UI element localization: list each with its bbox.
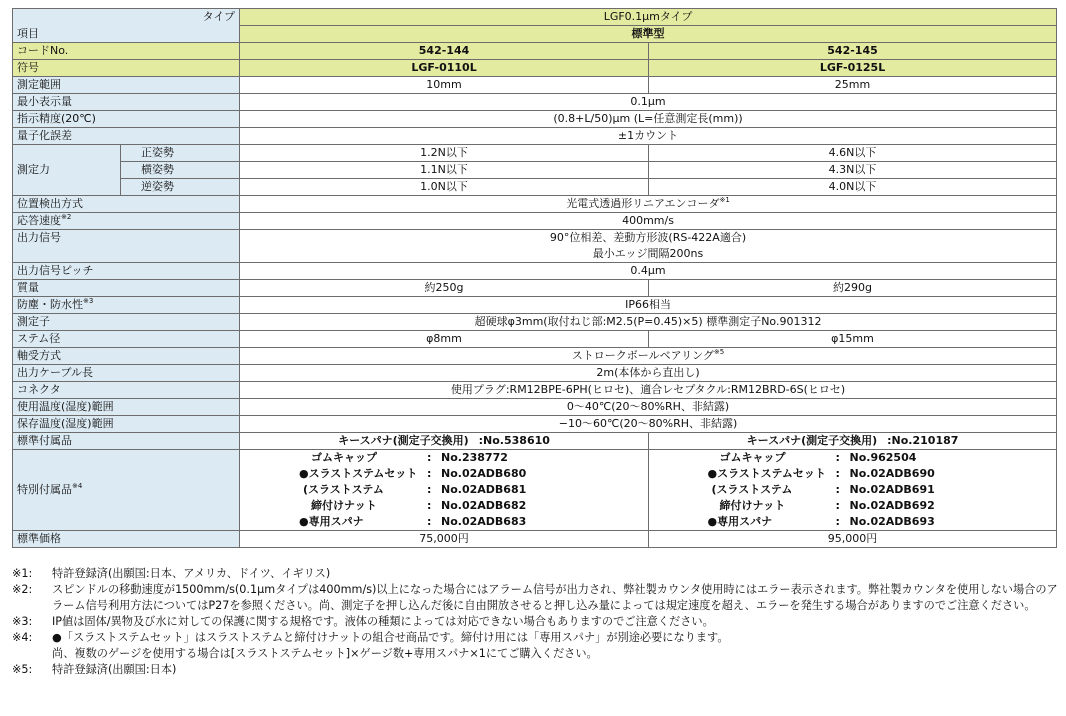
pitch-label: 出力信号ピッチ xyxy=(13,263,240,280)
price-a: 75,000円 xyxy=(240,531,649,548)
variant-value: 標準型 xyxy=(240,26,1057,43)
price-b: 95,000円 xyxy=(649,531,1057,548)
quantization-row xyxy=(13,128,1057,145)
thrust-stem-set-name: ●スラストステムセット xyxy=(707,467,826,480)
bearing-text: ストロークボールベアリング xyxy=(571,349,714,362)
force-down-b: 4.0N以下 xyxy=(649,179,1057,196)
thrust-stem-no: No.02ADB681 xyxy=(441,483,527,496)
detection-value xyxy=(240,196,1057,213)
storage-temp-value: −10～60℃(20～80%RH、非結露) xyxy=(240,416,1057,433)
range-b: 25mm xyxy=(649,77,1057,94)
stem-a: φ8mm xyxy=(240,331,649,348)
optional-accessory-note-mark: ※4 xyxy=(72,482,83,490)
code-a: 542-144 xyxy=(240,43,649,60)
force-row-up xyxy=(13,145,1057,162)
speed-value: 400mm/s xyxy=(240,213,1057,230)
storage-temp-row xyxy=(13,416,1057,433)
detection-note-mark: ※1 xyxy=(719,196,730,204)
standard-accessory-b-name: キースパナ(測定子交換用) xyxy=(746,434,878,447)
symbol-label: 符号 xyxy=(13,60,240,77)
contact-value: 超硬球φ3mm(取付ねじ部:M2.5(P=0.45)×5) 標準測定子No.901312 xyxy=(240,314,1057,331)
footnote-text: 特許登録済(出願国:日本、アメリカ、ドイツ、イギリス) xyxy=(52,567,331,580)
force-row-side xyxy=(13,162,1057,179)
force-up-a: 1.2N以下 xyxy=(240,145,649,162)
footnote-text: IP値は固体/異物及び水に対しての保護に関する規格です。液体の種類によっては対応できない場合もありますのでご注意ください。 xyxy=(52,615,714,628)
range-a: 10mm xyxy=(240,77,649,94)
code-b: 542-145 xyxy=(649,43,1057,60)
output-row xyxy=(13,230,1057,263)
thrust-stem-name: スラストステム xyxy=(716,483,793,496)
footnote-text xyxy=(52,630,1060,662)
bearing-value xyxy=(240,348,1057,365)
accuracy-row xyxy=(13,111,1057,128)
type-value: LGF0.1μmタイプ xyxy=(240,9,1057,26)
operating-temp-row xyxy=(13,399,1057,416)
protection-label: 防塵・防水性 xyxy=(17,298,83,311)
colon: : xyxy=(835,499,840,512)
pitch-row xyxy=(13,263,1057,280)
detection-text: 光電式透過形リニアエンコーダ xyxy=(566,197,720,210)
optional-accessory-a xyxy=(240,450,649,531)
colon: : xyxy=(835,451,840,464)
speed-note-mark: ※2 xyxy=(61,213,72,221)
rubber-cap-no: No.962504 xyxy=(849,451,917,464)
thrust-stem-no: No.02ADB691 xyxy=(849,483,935,496)
stem-row xyxy=(13,331,1057,348)
colon: : xyxy=(427,515,432,528)
lock-nut-no: No.02ADB692 xyxy=(849,499,935,512)
bearing-label: 軸受方式 xyxy=(13,348,240,365)
code-row xyxy=(13,43,1057,60)
force-label: 測定力 xyxy=(13,145,121,196)
spanner-no: No.02ADB693 xyxy=(849,515,935,528)
detection-row xyxy=(13,196,1057,213)
spec-table xyxy=(12,8,1057,548)
force-row-down xyxy=(13,179,1057,196)
rubber-cap-no: No.238772 xyxy=(441,451,508,464)
colon: : xyxy=(835,515,840,528)
output-value xyxy=(240,230,1057,263)
force-up-b: 4.6N以下 xyxy=(649,145,1057,162)
brace-icon: ( xyxy=(711,483,717,496)
protection-value: IP66相当 xyxy=(240,297,1057,314)
output-line-2: 最小エッジ間隔200ns xyxy=(592,247,704,260)
accuracy-value: (0.8+L/50)μm (L=任意測定長(mm)) xyxy=(240,111,1057,128)
force-side-b: 4.3N以下 xyxy=(649,162,1057,179)
storage-temp-label: 保存温度(湿度)範囲 xyxy=(13,416,240,433)
force-side-a: 1.1N以下 xyxy=(240,162,649,179)
connector-value: 使用プラグ:RM12BPE-6PH(ヒロセ)、適合レセプタクル:RM12BRD-6S(ヒロセ) xyxy=(240,382,1057,399)
footnote-mark: ※1: xyxy=(12,567,33,580)
colon: : xyxy=(427,467,432,480)
standard-accessory-a xyxy=(240,433,649,450)
resolution-label: 最小表示量 xyxy=(13,94,240,111)
cable-label: 出力ケーブル長 xyxy=(13,365,240,382)
thrust-stem-set-name: ●スラストステムセット xyxy=(299,467,418,480)
resolution-row xyxy=(13,94,1057,111)
cable-value: 2m(本体から直出し) xyxy=(240,365,1057,382)
contact-row xyxy=(13,314,1057,331)
pitch-value: 0.4μm xyxy=(240,263,1057,280)
footnotes xyxy=(12,566,1060,678)
resolution-value: 0.1μm xyxy=(240,94,1057,111)
force-up-label: 正姿勢 xyxy=(121,145,240,162)
operating-temp-label: 使用温度(湿度)範囲 xyxy=(13,399,240,416)
footnote-5 xyxy=(12,662,1060,678)
cable-row xyxy=(13,365,1057,382)
lock-nut-no: No.02ADB682 xyxy=(441,499,527,512)
footnote-mark: ※2: xyxy=(12,583,33,596)
rubber-cap-name: ゴムキャップ xyxy=(719,451,786,464)
protection-label-cell xyxy=(13,297,240,314)
mass-label: 質量 xyxy=(13,280,240,297)
mass-row xyxy=(13,280,1057,297)
colon: : xyxy=(427,499,432,512)
colon: : xyxy=(835,467,840,480)
footnote-2 xyxy=(12,582,1060,614)
footnote-line-1: ●「スラストステムセット」はスラストステムと締付けナットの組合せ商品です。締付け用には「専用スパナ」が別途必要になります。 xyxy=(52,631,729,644)
colon: : xyxy=(427,483,432,496)
price-label: 標準価格 xyxy=(13,531,240,548)
header-row-item xyxy=(13,26,1057,43)
thrust-stem-name-cell xyxy=(299,482,427,498)
quantization-value: ±1カウント xyxy=(240,128,1057,145)
mass-b: 約290g xyxy=(649,280,1057,297)
detection-label: 位置検出方式 xyxy=(13,196,240,213)
quantization-label: 量子化誤差 xyxy=(13,128,240,145)
optional-accessory-list-a xyxy=(299,450,589,530)
footnote-text: 特許登録済(出願国:日本) xyxy=(52,663,177,676)
force-down-a: 1.0N以下 xyxy=(240,179,649,196)
connector-label: コネクタ xyxy=(13,382,240,399)
stem-b: φ15mm xyxy=(649,331,1057,348)
header-row-type xyxy=(13,9,1057,26)
optional-accessory-b xyxy=(649,450,1057,531)
speed-row xyxy=(13,213,1057,230)
spanner-name: ●専用スパナ xyxy=(707,515,773,528)
symbol-a: LGF-0110L xyxy=(240,60,649,77)
bearing-note-mark: ※5 xyxy=(713,348,725,356)
accuracy-label: 指示精度(20℃) xyxy=(13,111,240,128)
speed-label: 応答速度 xyxy=(17,214,61,227)
footnote-mark: ※5: xyxy=(12,663,33,676)
symbol-b: LGF-0125L xyxy=(649,60,1057,77)
stem-label: ステム径 xyxy=(13,331,240,348)
range-row xyxy=(13,77,1057,94)
range-label: 測定範囲 xyxy=(13,77,240,94)
optional-accessory-label-cell xyxy=(13,450,240,531)
price-row xyxy=(13,531,1057,548)
rubber-cap-name: ゴムキャップ xyxy=(311,451,378,464)
type-header-label: タイプ xyxy=(13,9,240,26)
standard-accessory-row xyxy=(13,433,1057,450)
colon: : xyxy=(835,483,840,496)
lock-nut-name: 締付けナット xyxy=(311,499,377,512)
connector-row xyxy=(13,382,1057,399)
footnote-text: スピンドルの移動速度が1500mm/s(0.1μmタイプは400mm/s)以上になった場合にはアラーム信号が出力され、弊社製カウンタ使用時にはエラー表示されます。弊社製カウンタを使用しない場合のアラーム信号利用方法についてはP27を参照ください。尚、測定子を押し込んだ後に自由開放させると押し込み量によっては規定速度を超え、エラーを発生する場合がありますのでご注意ください。 xyxy=(52,583,1058,612)
operating-temp-value: 0～40℃(20～80%RH、非結露) xyxy=(240,399,1057,416)
footnote-4 xyxy=(12,630,1060,662)
footnote-mark: ※3: xyxy=(12,615,33,628)
standard-accessory-b xyxy=(649,433,1057,450)
protection-note-mark: ※3 xyxy=(83,297,94,305)
standard-accessory-label: 標準付属品 xyxy=(13,433,240,450)
standard-accessory-a-name: キースパナ(測定子交換用) xyxy=(338,434,469,447)
standard-accessory-a-no: :No.538610 xyxy=(478,434,550,447)
output-label: 出力信号 xyxy=(13,230,240,263)
protection-row xyxy=(13,297,1057,314)
lock-nut-name: 締付けナット xyxy=(719,499,786,512)
footnote-line-2: 尚、複数のゲージを使用する場合は[スラストステムセット]×ゲージ数+専用スパナ×1にてご購入ください。 xyxy=(52,647,598,660)
spanner-name: ●専用スパナ xyxy=(299,515,364,528)
thrust-stem-name-cell xyxy=(708,482,836,498)
colon: : xyxy=(427,451,432,464)
footnote-1 xyxy=(12,566,1060,582)
bearing-row xyxy=(13,348,1057,365)
standard-accessory-b-no: :No.210187 xyxy=(887,434,959,447)
symbol-row xyxy=(13,60,1057,77)
force-side-label: 横姿勢 xyxy=(121,162,240,179)
spanner-no: No.02ADB683 xyxy=(441,515,527,528)
thrust-stem-set-no: No.02ADB680 xyxy=(441,467,527,480)
item-header-label: 項目 xyxy=(13,26,240,43)
footnote-3 xyxy=(12,614,1060,630)
footnote-mark: ※4: xyxy=(12,631,33,644)
output-line-1: 90°位相差、差動方形波(RS-422A適合) xyxy=(549,231,747,244)
optional-accessory-list-b xyxy=(708,450,998,530)
speed-label-cell xyxy=(13,213,240,230)
optional-accessory-row xyxy=(13,450,1057,531)
force-down-label: 逆姿勢 xyxy=(121,179,240,196)
mass-a: 約250g xyxy=(240,280,649,297)
thrust-stem-set-no: No.02ADB690 xyxy=(849,467,935,480)
code-label: コードNo. xyxy=(13,43,240,60)
optional-accessory-label: 特別付属品 xyxy=(17,483,72,496)
contact-label: 測定子 xyxy=(13,314,240,331)
thrust-stem-name: スラストステム xyxy=(308,483,384,496)
brace-icon: ( xyxy=(303,483,309,496)
